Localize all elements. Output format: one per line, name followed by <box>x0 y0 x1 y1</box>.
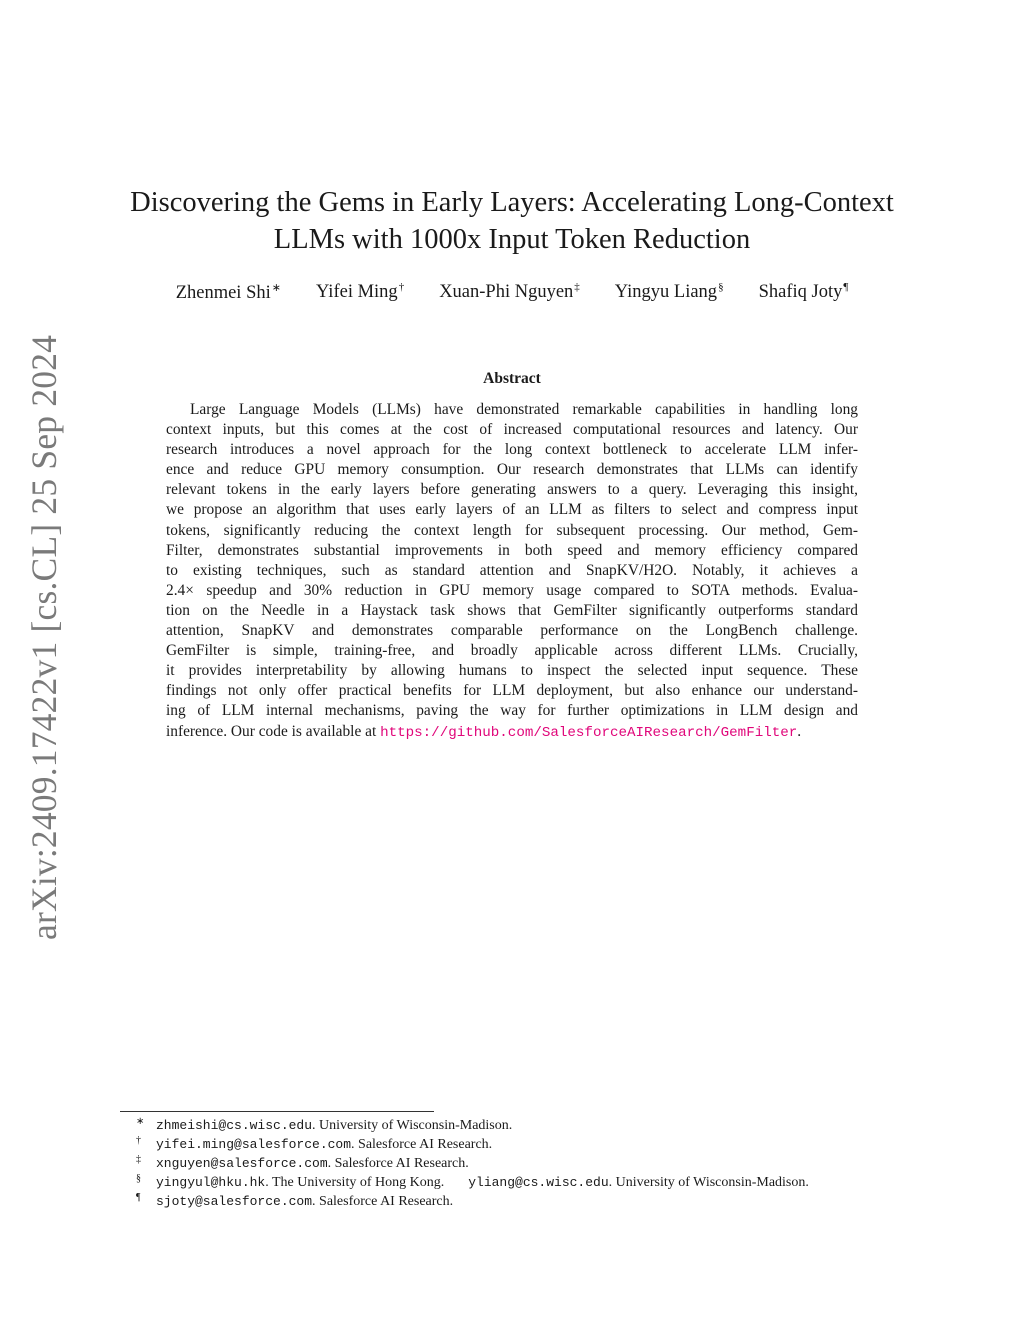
footnote-2 <box>136 1135 916 1154</box>
author-list <box>100 281 924 304</box>
footnote-affiliation-secondary: . University of Wisconsin-Madison. <box>608 1175 809 1190</box>
author-5 <box>759 281 849 304</box>
footnotes <box>136 1116 916 1211</box>
abstract-line: we propose an algorithm that uses early layers of an LLM as filters to select and compress input <box>166 501 858 519</box>
author-2 <box>316 281 404 304</box>
author-name: Yifei Ming <box>315 282 398 302</box>
footnote-email-secondary[interactable]: yliang@cs.wisc.edu <box>468 1175 609 1190</box>
footnote-email[interactable]: yingyul@hku.hk <box>156 1175 266 1190</box>
footnote-divider <box>120 1111 434 1112</box>
footnote-affiliation: . The University of Hong Kong. <box>265 1175 445 1190</box>
footnote-email[interactable]: xnguyen@salesforce.com <box>156 1156 328 1171</box>
footnote-email[interactable]: zhmeishi@cs.wisc.edu <box>156 1118 313 1133</box>
footnote-4 <box>136 1173 916 1192</box>
abstract-line: relevant tokens in the early layers before generating answers to a query. Leveraging this insight, <box>166 481 858 499</box>
abstract-line: 2.4× speedup and 30% reduction in GPU memory usage compared to SOTA methods. Evalua- <box>166 581 858 599</box>
title-line-1: Discovering the Gems in Early Layers: Accelerating Long-Context <box>130 187 894 218</box>
author-name: Xuan-Phi Nguyen <box>439 282 574 302</box>
abstract-line: ence and reduce GPU memory consumption. Our research demonstrates that LLMs can identify <box>166 461 858 479</box>
author-1 <box>176 281 281 304</box>
abstract-line: attention, SnapKV and demonstrates comparable performance on the LongBench challenge. <box>166 622 858 640</box>
author-name: Zhenmei Shi <box>175 283 271 303</box>
footnote-email[interactable]: yifei.ming@salesforce.com <box>156 1137 352 1152</box>
abstract-line: research introduces a novel approach for the long context bottleneck to accelerate LLM infer- <box>166 441 858 459</box>
footnote-mark: ¶ <box>136 1192 141 1203</box>
title-line-2: LLMs with 1000x Input Token Reduction <box>273 224 751 255</box>
author-4 <box>615 281 724 304</box>
abstract-line: tokens, significantly reducing the context length for subsequent processing. Our method, Gem- <box>166 521 858 539</box>
author-3 <box>439 281 580 304</box>
abstract-line-text: inference. Our code is available at <box>166 722 381 740</box>
author-mark: § <box>718 281 724 293</box>
abstract-line: findings not only offer practical benefits for LLM deployment, but also enhance our understand- <box>166 682 858 700</box>
footnote-mark: § <box>136 1173 141 1184</box>
footnote-mark: † <box>136 1135 141 1146</box>
paper-title <box>100 184 924 258</box>
code-repository-link[interactable]: https://github.com/SalesforceAIResearch/GemFilter <box>380 724 798 741</box>
footnote-3 <box>136 1154 916 1173</box>
abstract-line: Large Language Models (LLMs) have demonstrated remarkable capabilities in handling long <box>190 401 858 418</box>
abstract-line: GemFilter is simple, training-free, and broadly applicable across different LLMs. Crucially, <box>166 642 858 660</box>
abstract-body <box>166 400 858 742</box>
author-name: Yingyu Liang <box>614 282 718 302</box>
footnote-affiliation: . Salesforce AI Research. <box>351 1137 493 1152</box>
footnote-1 <box>136 1116 916 1135</box>
footnote-affiliation: . Salesforce AI Research. <box>327 1156 469 1171</box>
author-mark: ¶ <box>843 281 849 293</box>
author-mark: † <box>398 281 405 293</box>
footnote-email[interactable]: sjoty@salesforce.com <box>156 1194 313 1209</box>
author-mark: ‡ <box>574 281 580 293</box>
abstract-line: it provides interpretability by allowing humans to inspect the selected input sequence. These <box>166 662 858 680</box>
abstract-last-line <box>166 722 858 742</box>
arxiv-identifier-stamp: arXiv:2409.17422v1 [cs.CL] 25 Sep 2024 <box>24 334 64 940</box>
footnote-mark: ‡ <box>136 1154 141 1165</box>
abstract-line: context inputs, but this comes at the cost of increased computational resources and latency. Our <box>166 421 858 439</box>
abstract-line: Filter, demonstrates substantial improvements in both speed and memory efficiency compared <box>166 541 858 559</box>
footnote-mark: ∗ <box>136 1116 145 1127</box>
footnote-affiliation: . University of Wisconsin-Madison. <box>312 1118 513 1133</box>
abstract-line: ing of LLM internal mechanisms, paving the way for further optimizations in LLM design and <box>166 702 858 720</box>
author-mark: ∗ <box>271 282 281 294</box>
footnote-affiliation: . Salesforce AI Research. <box>312 1194 454 1209</box>
abstract-line: tion on the Needle in a Haystack task shows that GemFilter significantly outperforms standard <box>166 601 858 619</box>
footnote-5 <box>136 1192 916 1211</box>
author-name: Shafiq Joty <box>758 282 843 302</box>
abstract-line: to existing techniques, such as standard attention and SnapKV/H2O. Notably, it achieves a <box>166 561 858 579</box>
abstract-line-end: . <box>797 722 802 740</box>
abstract-heading: Abstract <box>483 370 541 387</box>
